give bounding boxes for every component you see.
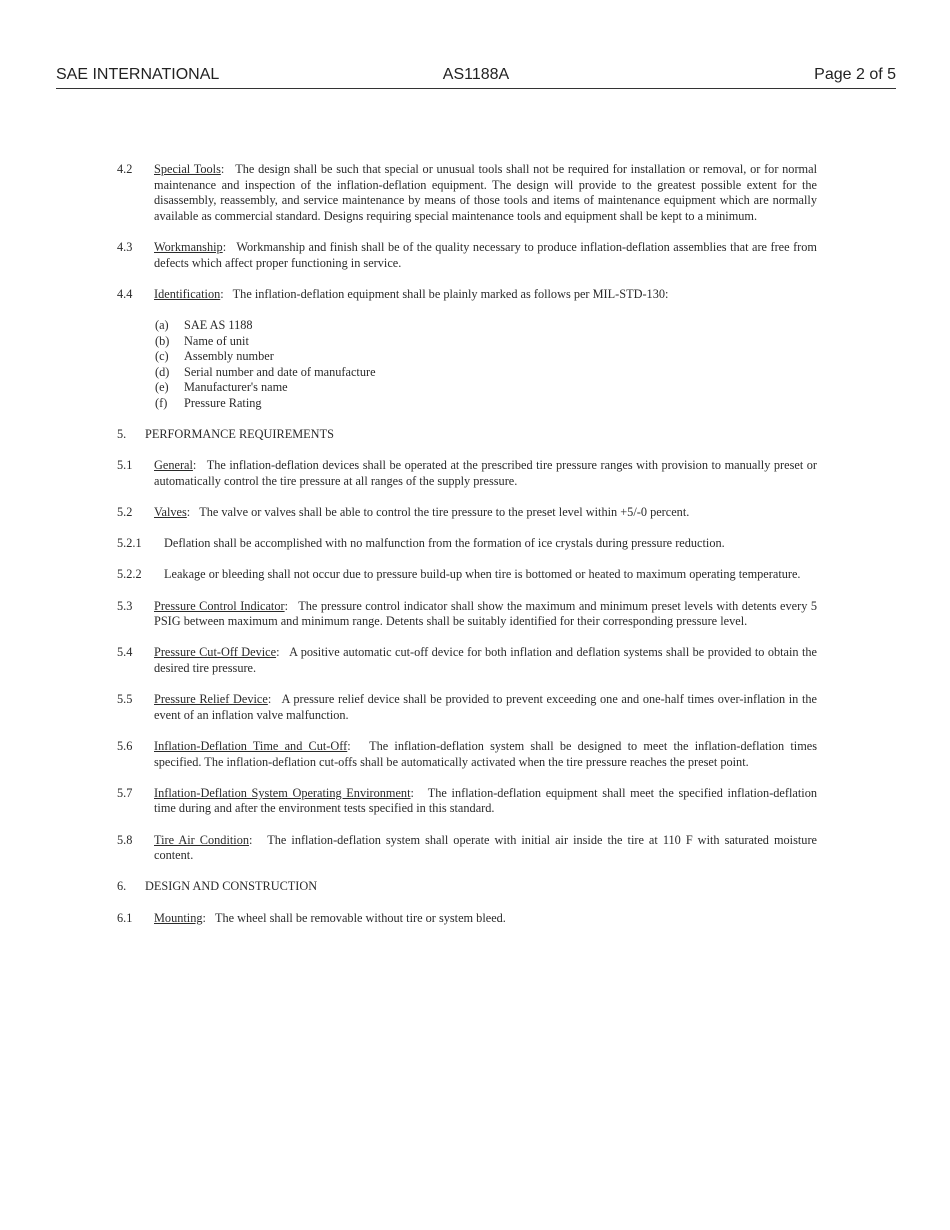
paragraph-text: The pressure control indicator shall show the maximum and minimum preset levels with detents every 5 PSIG between maximum and minimum range. Detents shall be suitably identified for their corresponding pressure level. [154, 598, 817, 629]
paragraph-5-1: 5.1 General: The inflation-deflation devices shall be operated at the prescribed tire pressure ranges with provision to manually preset or automatically control the tire pressure at all ranges of the supply pressure. [117, 458, 817, 488]
document-body [117, 162, 817, 942]
paragraph-number: 5.3 [117, 598, 133, 613]
paragraph-text: A pressure relief device shall be provided to prevent exceeding one and one-half times over-inflation in the event of an inflation valve malfunction. [154, 692, 817, 722]
paragraph-number: 5.4 [117, 645, 133, 660]
paragraph-title: Identification [154, 286, 221, 301]
paragraph-number: 5.6 [117, 738, 133, 753]
paragraph-title: Special Tools [154, 162, 221, 176]
list-item [155, 318, 817, 334]
list-item-label: (b) [155, 333, 170, 348]
section-number: 6. [117, 879, 127, 894]
paragraph-5-4: 5.4 Pressure Cut-Off Device: A positive automatic cut-off device for both inflation and deflation systems shall be provided to obtain the desired tire pressure. [117, 645, 818, 675]
paragraph-title: Inflation-Deflation Time and Cut-Off [154, 738, 348, 753]
paragraph-text: The design shall be such that special or unusual tools shall not be required for installation or removal, or for normal maintenance and inspection of the inflation-deflation equipment. The design will provide to the greatest possible extent for the disassembly, reassembly, and service maintenance by means of those tools and items of maintenance equipment which are normally available as commercial standard. Designs requiring special maintenance tools and equipment shall be kept to a minimum. [154, 162, 817, 223]
section-title: PERFORMANCE REQUIREMENTS [145, 427, 334, 442]
paragraph-number: 5.2.2 [117, 567, 142, 582]
paragraph-text: Workmanship and finish shall be of the quality necessary to produce inflation-deflation assemblies that are free from defects which affect proper functioning in service. [154, 239, 817, 270]
paragraph-text: The inflation-deflation devices shall be operated at the prescribed tire pressure ranges with provision to manually preset or automatically control the tire pressure at all ranges of the supply pressure. [154, 458, 817, 488]
list-item-text: Manufacturer's name [184, 380, 288, 395]
list-item [155, 365, 817, 381]
paragraph-text: The valve or valves shall be able to control the tire pressure to the preset level within +5/-0 percent. [199, 505, 690, 520]
list-item-label: (e) [155, 380, 169, 395]
paragraph-5-5: 5.5 Pressure Relief Device: A pressure relief device shall be provided to prevent exceeding one and one-half times over-inflation in the event of an inflation valve malfunction. [117, 692, 817, 722]
paragraph-title: Valves [154, 505, 187, 520]
header-document-number: AS1188A [442, 66, 510, 83]
paragraph-5-3: 5.3 Pressure Control Indicator: The pressure control indicator shall show the maximum and minimum preset levels with detents every 5 PSIG between maximum and minimum range. Detents shall be suitably identified for their corresponding pressure level. [117, 598, 817, 629]
paragraph-5-7: 5.7 Inflation-Deflation System Operating Environment: The inflation-deflation equipment shall meet the specified inflation-deflation time during and after the environment tests specified in this standard. [117, 785, 817, 816]
paragraph-number: 4.3 [117, 239, 133, 254]
paragraph-text: Deflation shall be accomplished with no malfunction from the formation of ice crystals during pressure reduction. [164, 536, 725, 551]
list-item [155, 349, 817, 365]
list-item-label: (f) [155, 395, 168, 410]
paragraph-5-8: 5.8 Tire Air Condition: The inflation-deflation system shall operate with initial air inside the tire at 110 F with saturated moisture content. [117, 832, 818, 863]
paragraph-4-3: 4.3 Workmanship: Workmanship and finish shall be of the quality necessary to produce inflation-deflation assemblies that are free from defects which affect proper functioning in service. [117, 239, 817, 270]
header-organization: SAE INTERNATIONAL [56, 66, 220, 83]
paragraph-text: Leakage or bleeding shall not occur due to pressure build-up when tire is bottomed or heated to maximum operating temperature. [164, 567, 801, 582]
paragraph-title: Pressure Control Indicator [154, 598, 285, 613]
section-title: DESIGN AND CONSTRUCTION [145, 879, 318, 894]
list-item-label: (d) [155, 364, 170, 379]
paragraph-title: Mounting [154, 910, 203, 925]
paragraph-4-2: 4.2 Special Tools: The design shall be such that special or unusual tools shall not be required for installation or removal, or for normal maintenance and inspection of the inflation-deflation equipment. The design will provide to the greatest possible extent for the disassembly, reassembly, and service maintenance by means of those tools and items of maintenance equipment which are normally available as commercial standard. Designs requiring special maintenance tools and equipment shall be kept to a minimum. [117, 162, 817, 223]
paragraph-number: 5.1 [117, 458, 133, 473]
identification-list [155, 318, 817, 412]
section-heading-5 [117, 427, 817, 443]
paragraph-text: The inflation-deflation equipment shall be plainly marked as follows per MIL-STD-130: [232, 286, 669, 301]
paragraph-number: 5.8 [117, 832, 133, 847]
paragraph-title: Pressure Cut-Off Device [154, 645, 277, 660]
list-item-text: Pressure Rating [184, 395, 262, 410]
list-item-text: Serial number and date of manufacture [184, 364, 376, 379]
list-item [155, 334, 817, 350]
section-number: 5. [117, 427, 127, 442]
page-header [56, 66, 896, 89]
list-item [155, 380, 817, 396]
section-heading-6 [117, 879, 817, 895]
paragraph-5-6: 5.6 Inflation-Deflation Time and Cut-Off: The inflation-deflation system shall be designed to meet the inflation-deflation times specified. The inflation-deflation cut-offs shall be automatically activated when the tire pressure reaches the preset point. [117, 738, 818, 769]
paragraph-number: 5.5 [117, 692, 133, 707]
list-item-text: Assembly number [184, 349, 274, 364]
paragraph-number: 4.2 [117, 162, 133, 176]
header-page-number: Page 2 of 5 [814, 66, 896, 83]
list-item-label: (a) [155, 317, 169, 332]
paragraph-5-2-1 [117, 536, 817, 552]
list-item [155, 396, 817, 412]
paragraph-text: The inflation-deflation equipment shall meet the specified inflation-deflation time during and after the environment tests specified in this standard. [154, 785, 817, 816]
paragraph-text: The inflation-deflation system shall be designed to meet the inflation-deflation times specified. The inflation-deflation cut-offs shall be automatically activated when the tire pressure reaches the preset point. [154, 738, 818, 769]
paragraph-number: 5.2 [117, 505, 133, 520]
paragraph-title: General [154, 458, 193, 473]
list-item-text: SAE AS 1188 [184, 317, 253, 332]
list-item-label: (c) [155, 349, 169, 364]
paragraph-text: The inflation-deflation system shall operate with initial air inside the tire at 110 F with saturated moisture content. [154, 832, 818, 863]
paragraph-number: 5.2.1 [117, 536, 142, 551]
list-item-text: Name of unit [184, 333, 249, 348]
paragraph-5-2: 5.2 Valves: The valve or valves shall be able to control the tire pressure to the preset level within +5/-0 percent. [117, 505, 690, 520]
paragraph-text: The wheel shall be removable without tire or system bleed. [214, 910, 506, 925]
paragraph-number: 5.7 [117, 785, 133, 800]
paragraph-title: Workmanship [154, 239, 223, 254]
paragraph-title: Inflation-Deflation System Operating Environment [154, 785, 411, 800]
paragraph-number: 4.4 [117, 286, 133, 301]
paragraph-5-2-2 [117, 567, 817, 583]
paragraph-6-1: 6.1 Mounting: The wheel shall be removable without tire or system bleed. [117, 910, 506, 925]
paragraph-text: A positive automatic cut-off device for both inflation and deflation systems shall be provided to obtain the desired tire pressure. [154, 645, 818, 675]
paragraph-4-4: 4.4 Identification: The inflation-deflation equipment shall be plainly marked as follows per MIL-STD-130: [117, 286, 669, 301]
paragraph-title: Pressure Relief Device [154, 692, 268, 707]
paragraph-title: Tire Air Condition [154, 832, 249, 847]
paragraph-number: 6.1 [117, 910, 133, 925]
